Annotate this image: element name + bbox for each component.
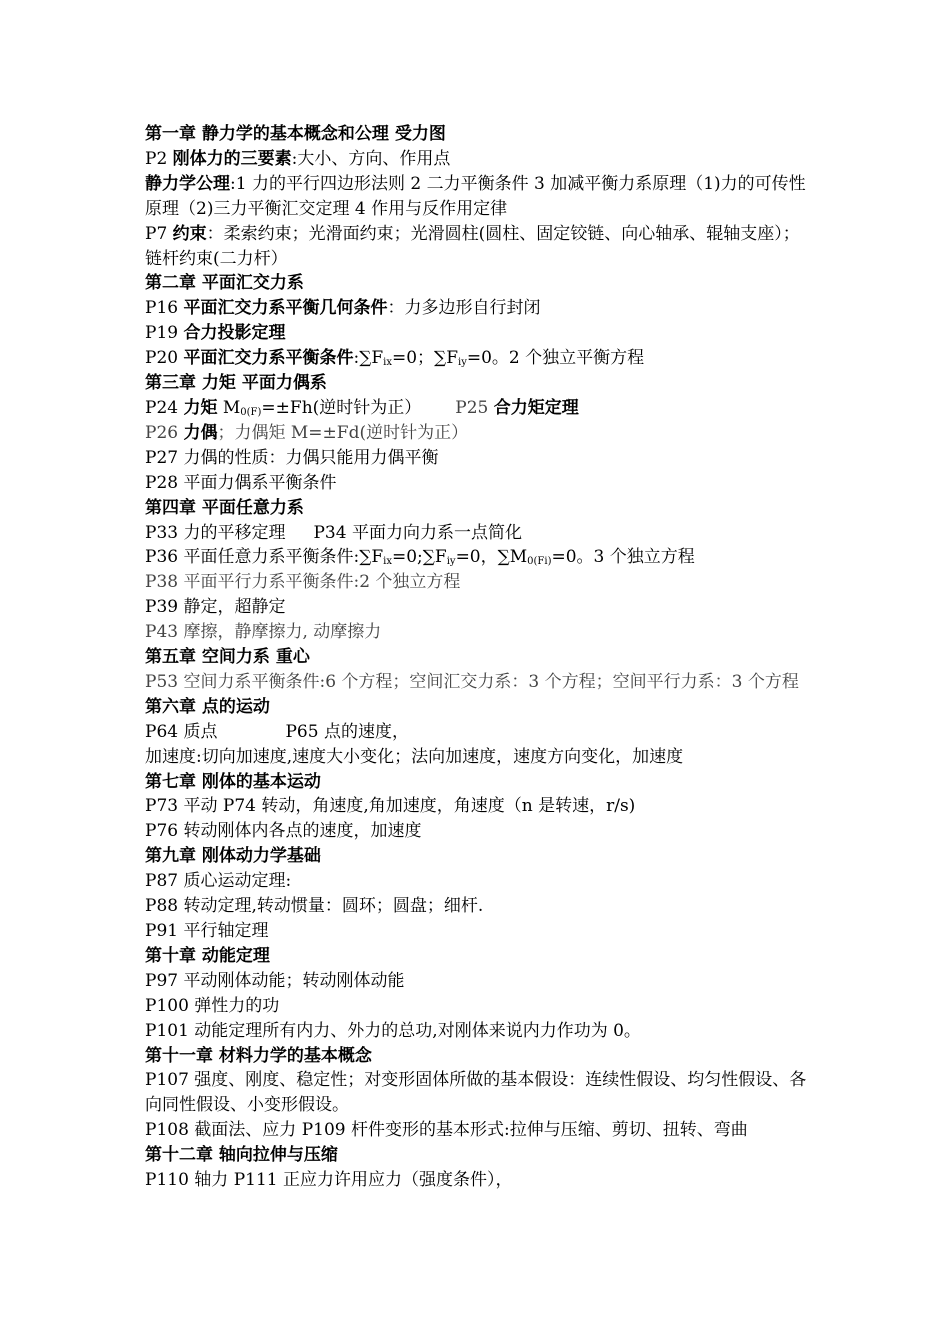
p73-line: P73 平动 P74 转动，角速度,角加速度，角速度（n 是转速，r/s) [145, 796, 636, 817]
chapter-6-heading: 第六章 点的运动 [145, 696, 270, 717]
acceleration-line: 加速度:切向加速度,速度大小变化；法向加速度，速度方向变化，加速度 [145, 746, 684, 767]
p43-line: P43 摩擦，静摩擦力, 动摩擦力 [145, 622, 382, 643]
p7-paragraph: P7 约束：柔索约束；光滑面约束；光滑圆柱(圆柱、固定铰链、向心轴承、辊轴支座）；链杆约束(二力杆） [145, 223, 800, 269]
chapter-4-heading: 第四章 平面任意力系 [145, 497, 304, 518]
chapter-10-heading: 第十章 动能定理 [145, 945, 270, 966]
p20-line: P20 平面汇交力系平衡条件$:\sum F_{ix}=0$；$\sum F_{iy}=0$。2 个独立平衡方程 [145, 348, 645, 369]
chapter-2-heading: 第二章 平面汇交力系 [145, 273, 304, 294]
p64-line: P64 质点 P65 点的速度， [145, 721, 409, 742]
chapter-1-heading: 第一章 静力学的基本概念和公理 受力图 [145, 124, 446, 144]
p16-line: P16 平面汇交力系平衡几何条件：力多边形自行封闭 [145, 298, 541, 319]
p100-line: P100 弹性力的功 [145, 995, 280, 1016]
p101-line: P101 动能定理所有内力、外力的总功,对刚体来说内力作功为 0。 [145, 1020, 641, 1041]
p97-line: P97 平动刚体动能；转动刚体动能 [145, 970, 405, 991]
axioms-paragraph: 静力学公理:1 力的平行四边形法则 2 二力平衡条件 3 加减平衡力系原理（1)力的可传性原理（2)三力平衡汇交定理 4 作用与反作用定律 [145, 173, 806, 219]
chapter-11-heading: 第十一章 材料力学的基本概念 [145, 1045, 372, 1066]
p28-line: P28 平面力偶系平衡条件 [145, 472, 337, 493]
p38-line: P38 平面平行力系平衡条件:2 个独立方程 [145, 572, 461, 593]
p88-line: P88 转动定理,转动惯量：圆环；圆盘；细杆. [145, 896, 484, 917]
chapter-5-heading: 第五章 空间力系 重心 [145, 647, 310, 668]
p110-line: P110 轴力 P111 正应力许用应力（强度条件）， [145, 1170, 513, 1191]
p26-line: P26 力偶；力偶矩 M=±Fd(逆时针为正） [145, 422, 469, 443]
p2-line: P2 刚体力的三要素:大小、方向、作用点 [145, 148, 451, 169]
p27-line: P27 力偶的性质：力偶只能用力偶平衡 [145, 447, 439, 468]
p53-paragraph: P53 空间力系平衡条件:6 个方程；空间汇交力系：3 个方程；空间平行力系：3 个方程 [145, 671, 799, 692]
chapter-7-heading: 第七章 刚体的基本运动 [145, 771, 321, 792]
p39-line: P39 静定，超静定 [145, 597, 286, 618]
p33-line: P33 力的平移定理 P34 平面力向力系一点简化 [145, 522, 522, 543]
chapter-9-heading: 第九章 刚体动力学基础 [145, 846, 321, 867]
p91-line: P91 平行轴定理 [145, 921, 269, 941]
p87-line: P87 质心运动定理: [145, 871, 292, 892]
p24-line: P24 力矩 $M_{0(F)}=\pm Fh$(逆时针为正） P25 合力矩定理 [145, 397, 579, 418]
document-body [145, 122, 810, 1193]
chapter-12-heading: 第十二章 轴向拉伸与压缩 [145, 1145, 338, 1166]
chapter-3-heading: 第三章 力矩 平面力偶系 [145, 373, 327, 394]
p76-line: P76 转动刚体内各点的速度，加速度 [145, 821, 422, 842]
p108-line: P108 截面法、应力 P109 杆件变形的基本形式:拉伸与压缩、剪切、扭转、弯曲 [145, 1120, 748, 1141]
p107-paragraph: P107 强度、刚度、稳定性；对变形固体所做的基本假设：连续性假设、均匀性假设、各向同性假设、小变形假设。 [145, 1070, 807, 1116]
p36-line: P36 平面任意力系平衡条件$:\sum F_{ix}=0;\sum F_{iy}=0$，$\sum M_{0(Fi)}=0$。3 个独立方程 [145, 547, 695, 568]
p19-line: P19 合力投影定理 [145, 323, 286, 344]
